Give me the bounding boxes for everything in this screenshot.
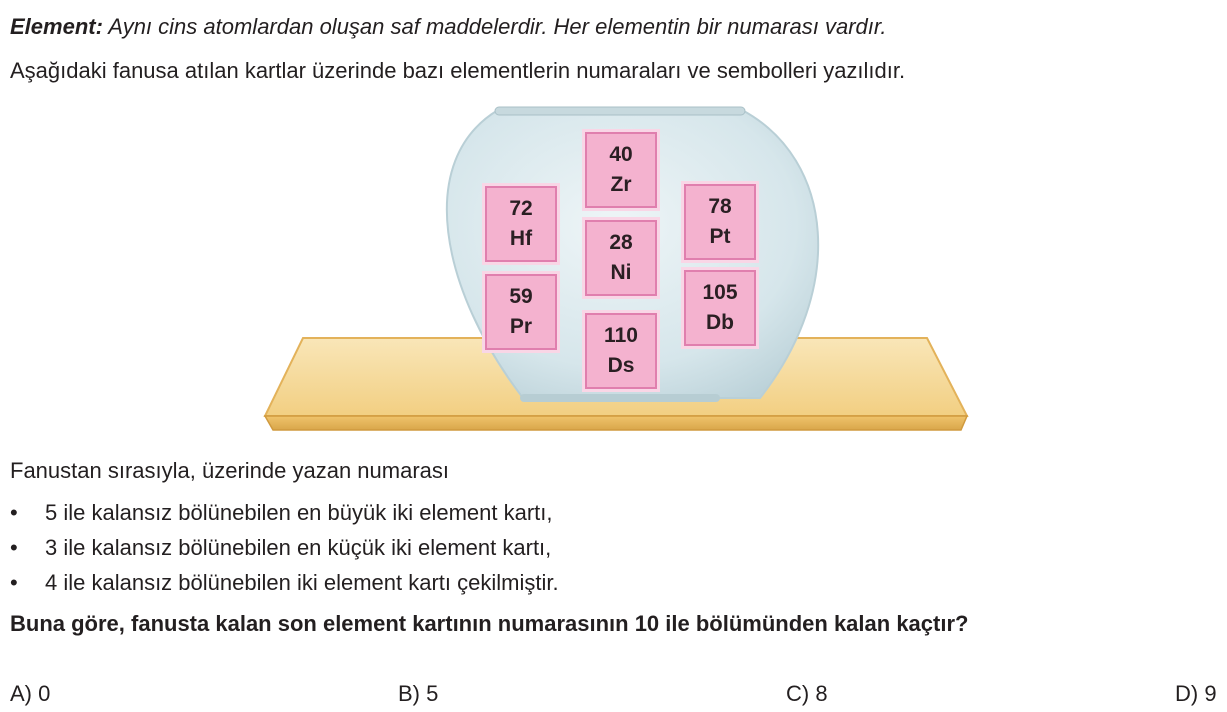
card-symbol: Pt	[709, 225, 731, 248]
definition-term: Element:	[10, 14, 103, 39]
bullet-text: 3 ile kalansız bölünebilen en küçük iki element kartı,	[45, 535, 552, 560]
bullet-dot-icon: •	[10, 500, 18, 525]
bullet-dot-icon: •	[10, 535, 18, 560]
bowl-rim	[495, 107, 745, 115]
bullet-text: 5 ile kalansız bölünebilen en büyük iki element kartı,	[45, 500, 553, 525]
fishbowl-illustration	[255, 100, 975, 440]
element-card	[585, 313, 657, 389]
bullet-text: 4 ile kalansız bölünebilen iki element kartı çekilmiştir.	[45, 570, 559, 595]
element-card	[585, 132, 657, 208]
card-symbol: Zr	[610, 173, 632, 196]
card-symbol: Hf	[509, 227, 533, 250]
element-card	[485, 186, 557, 262]
definition-text: Aynı cins atomlardan oluşan saf maddelerdir. Her elementin bir numarası vardır.	[102, 14, 887, 39]
card-symbol: Pr	[509, 315, 533, 338]
element-card	[684, 270, 756, 346]
option-b[interactable]: B) 5	[398, 681, 439, 706]
card-symbol: Ds	[607, 354, 635, 377]
description-line: Aşağıdaki fanusa atılan kartlar üzerinde bazı elementlerin numaraları ve sembolleri yazılıdır.	[10, 58, 906, 83]
option-c[interactable]: C) 8	[786, 681, 828, 706]
option-d[interactable]: D) 9	[1175, 681, 1217, 706]
definition-line	[10, 14, 887, 40]
element-card	[485, 274, 557, 350]
card-number: 72	[509, 197, 533, 220]
card-number: 28	[609, 231, 633, 254]
option-a[interactable]: A) 0	[10, 681, 51, 706]
question-lead: Fanustan sırasıyla, üzerinde yazan numarası	[10, 458, 450, 483]
card-number: 105	[702, 281, 738, 304]
element-card	[585, 220, 657, 296]
shelf-front	[265, 416, 967, 430]
card-symbol: Db	[706, 311, 734, 334]
card-number: 40	[609, 143, 633, 166]
card-number: 59	[509, 285, 533, 308]
card-symbol: Ni	[610, 261, 632, 284]
bullet-dot-icon: •	[10, 570, 18, 595]
question-prompt: Buna göre, fanusta kalan son element kartının numarasının 10 ile bölümünden kalan kaçtır?	[10, 611, 969, 636]
element-card	[684, 184, 756, 260]
card-number: 78	[708, 195, 732, 218]
bowl-base	[520, 394, 720, 402]
card-number: 110	[604, 324, 638, 347]
